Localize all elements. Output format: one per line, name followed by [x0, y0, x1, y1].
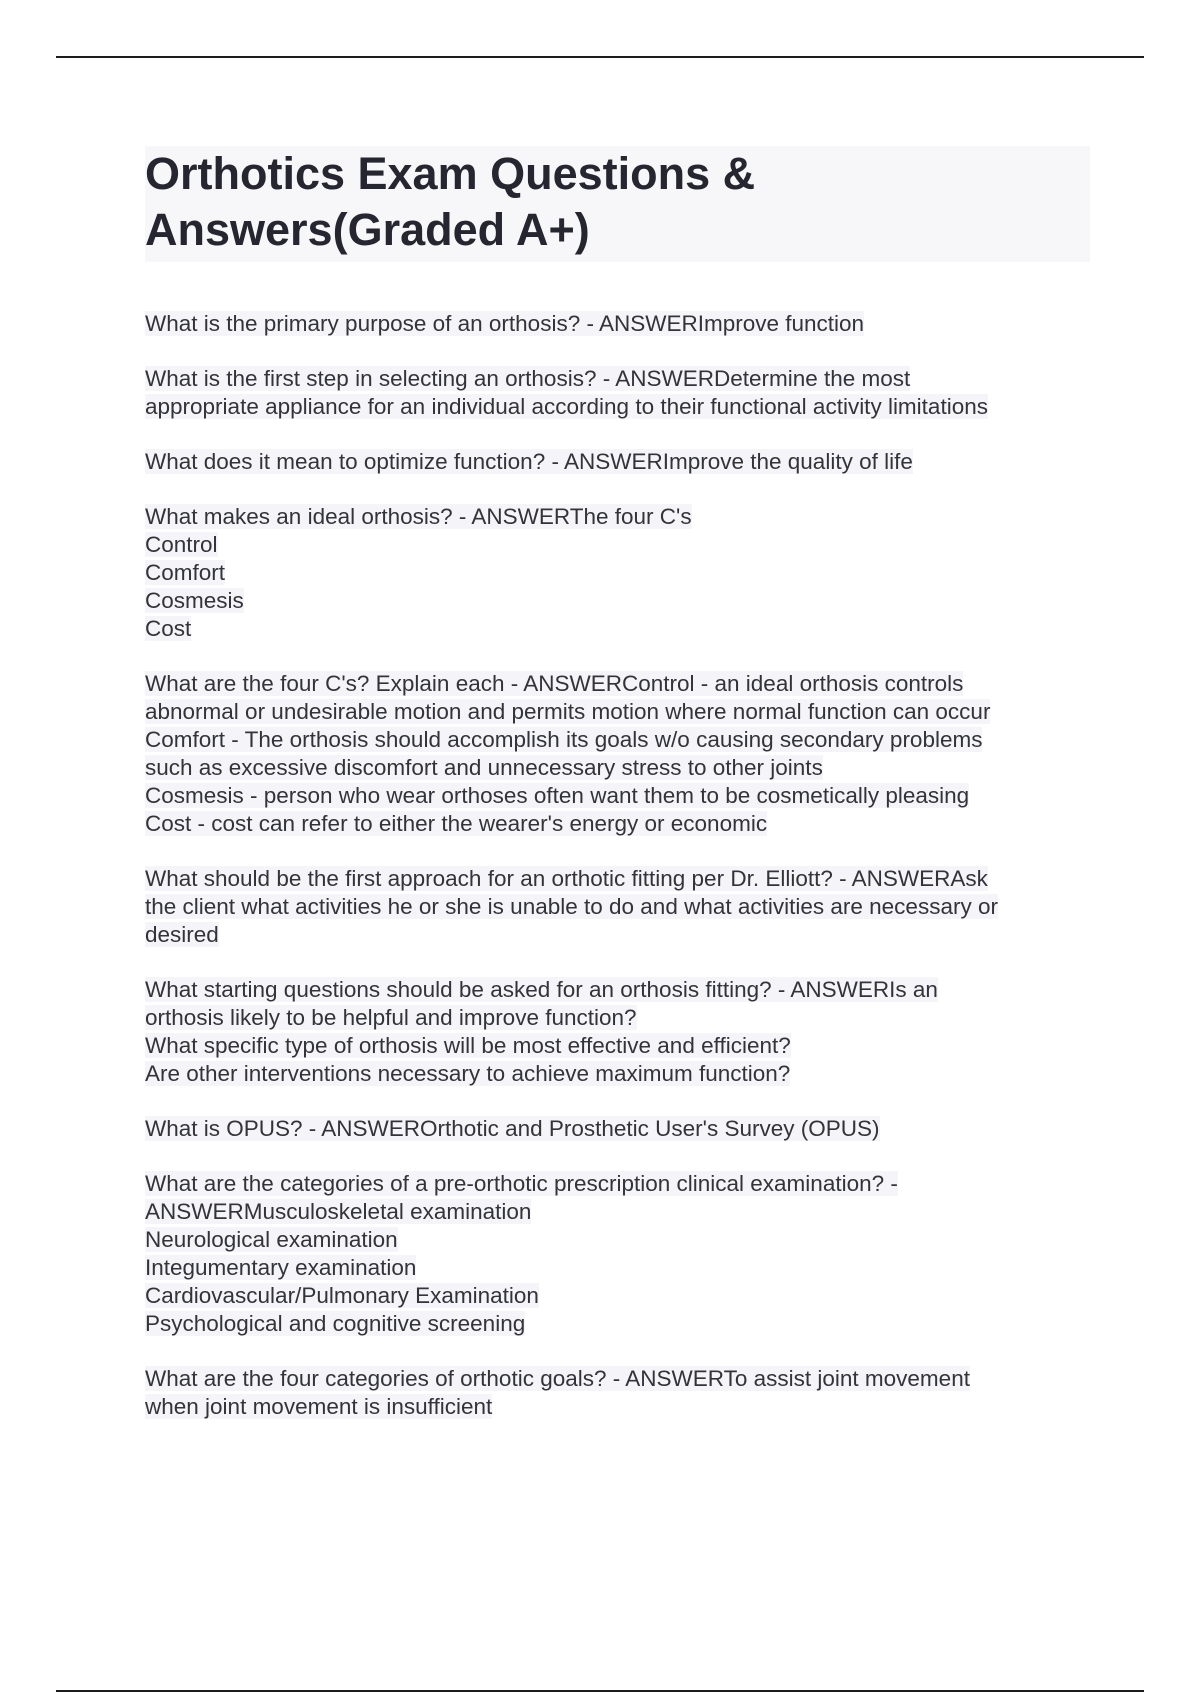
qa-answer-line: orthosis likely to be helpful and improve function? — [145, 1005, 637, 1030]
qa-answer-line: Cost - cost can refer to either the wearer's energy or economic — [145, 811, 768, 836]
qa-answer-line: when joint movement is insufficient — [145, 1394, 493, 1419]
title-line-1: Orthotics Exam Questions & — [145, 148, 756, 199]
qa-question-line: What is the first step in selecting an orthosis? - ANSWERDetermine the most — [145, 366, 911, 391]
qa-line — [145, 754, 1090, 782]
qa-answer-line: Cosmesis - person who wear orthoses often want them to be cosmetically pleasing — [145, 783, 970, 808]
qa-line — [145, 698, 1090, 726]
qa-answer-line: Comfort — [145, 560, 226, 585]
qa-answer-line: Neurological examination — [145, 1227, 398, 1252]
qa-line — [145, 393, 1090, 421]
qa-question-line: What are the four categories of orthotic goals? - ANSWERTo assist joint movement — [145, 1366, 970, 1391]
qa-answer-line: Control — [145, 532, 218, 557]
qa-answer-line: Comfort - The orthosis should accomplish its goals w/o causing secondary problems — [145, 727, 983, 752]
qa-line — [145, 1060, 1090, 1088]
qa-answer-line: Integumentary examination — [145, 1255, 417, 1280]
qa-line — [145, 1310, 1090, 1338]
qa-question-line: What is OPUS? - ANSWEROrthotic and Prosthetic User's Survey (OPUS) — [145, 1116, 880, 1141]
top-rule — [56, 56, 1144, 58]
qa-item — [145, 1115, 1090, 1143]
qa-item — [145, 976, 1090, 1088]
qa-line — [145, 1198, 1090, 1226]
qa-line — [145, 893, 1090, 921]
document-body — [145, 146, 1090, 1448]
qa-question-line: What are the four C's? Explain each - ANSWERControl - an ideal orthosis controls — [145, 671, 964, 696]
qa-line — [145, 503, 1090, 531]
qa-answer-line: Cosmesis — [145, 588, 244, 613]
qa-line — [145, 1226, 1090, 1254]
qa-line — [145, 1365, 1090, 1393]
qa-item — [145, 1365, 1090, 1421]
qa-line — [145, 670, 1090, 698]
title-block — [145, 146, 1090, 262]
bottom-rule — [56, 1690, 1144, 1692]
qa-line — [145, 615, 1090, 643]
qa-line — [145, 976, 1090, 1004]
qa-line — [145, 448, 1090, 476]
qa-line — [145, 726, 1090, 754]
qa-answer-line: Cost — [145, 616, 192, 641]
qa-item — [145, 1170, 1090, 1338]
title-line-2: Answers(Graded A+) — [145, 204, 590, 255]
qa-line — [145, 1254, 1090, 1282]
qa-answer-line: ANSWERMusculoskeletal examination — [145, 1199, 532, 1224]
qa-answer-line: the client what activities he or she is unable to do and what activities are necessary or — [145, 894, 998, 919]
qa-line — [145, 559, 1090, 587]
qa-answer-line: appropriate appliance for an individual according to their functional activity limitations — [145, 394, 988, 419]
qa-item — [145, 448, 1090, 476]
qa-line — [145, 1004, 1090, 1032]
qa-item — [145, 310, 1090, 338]
qa-line — [145, 1393, 1090, 1421]
qa-item — [145, 503, 1090, 643]
qa-question-line: What are the categories of a pre-orthotic prescription clinical examination? - — [145, 1171, 898, 1196]
qa-line — [145, 810, 1090, 838]
document-title — [145, 146, 1090, 258]
qa-line — [145, 1032, 1090, 1060]
qa-item — [145, 865, 1090, 949]
qa-line — [145, 921, 1090, 949]
qa-question-line: What makes an ideal orthosis? - ANSWERThe four C's — [145, 504, 692, 529]
qa-question-line: What should be the first approach for an orthotic fitting per Dr. Elliott? - ANSWERAsk — [145, 866, 988, 891]
qa-question-line: What does it mean to optimize function? - ANSWERImprove the quality of life — [145, 449, 913, 474]
qa-line — [145, 865, 1090, 893]
qa-question-line: What starting questions should be asked for an orthosis fitting? - ANSWERIs an — [145, 977, 938, 1002]
qa-answer-line: desired — [145, 922, 219, 947]
qa-question-line: What is the primary purpose of an orthosis? - ANSWERImprove function — [145, 311, 865, 336]
qa-list — [145, 310, 1090, 1421]
qa-line — [145, 365, 1090, 393]
qa-answer-line: Are other interventions necessary to achieve maximum function? — [145, 1061, 791, 1086]
qa-answer-line: such as excessive discomfort and unnecessary stress to other joints — [145, 755, 823, 780]
qa-line — [145, 310, 1090, 338]
qa-line — [145, 782, 1090, 810]
qa-line — [145, 1115, 1090, 1143]
qa-line — [145, 587, 1090, 615]
qa-answer-line: abnormal or undesirable motion and permits motion where normal function can occur — [145, 699, 991, 724]
qa-item — [145, 670, 1090, 838]
qa-line — [145, 1170, 1090, 1198]
qa-item — [145, 365, 1090, 421]
qa-answer-line: What specific type of orthosis will be most effective and efficient? — [145, 1033, 791, 1058]
qa-line — [145, 531, 1090, 559]
qa-answer-line: Psychological and cognitive screening — [145, 1311, 526, 1336]
qa-answer-line: Cardiovascular/Pulmonary Examination — [145, 1283, 539, 1308]
qa-line — [145, 1282, 1090, 1310]
